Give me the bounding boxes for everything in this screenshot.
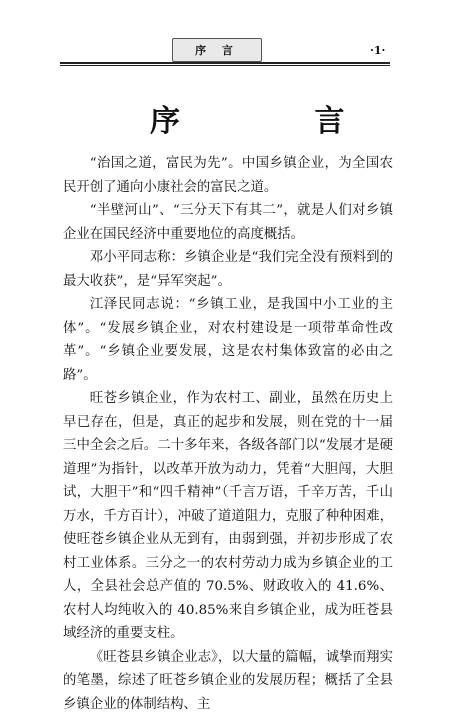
chapter-title: 序 言: [150, 96, 406, 140]
page-number: ·1·: [370, 44, 385, 57]
paragraph: 江泽民同志说：“乡镇工业，是我国中小工业的主体”。“发展乡镇企业，对农村建设是一项带革命性改革”。“乡镇企业要发展，这是农村集体致富的必由之路”。: [63, 293, 393, 387]
paragraph: 邓小平同志称：乡镇企业是“我们完全没有预料到的最大收获”，是“异军突起”。: [63, 246, 393, 293]
paragraph: 旺苍乡镇企业，作为农村工、副业，虽然在历史上早已存在，但是，真正的起步和发展，则在党的十一届三中全会之后。二十多年来，各级各部门以“发展才是硬道理”为指针，以改革开放为动力，凭着“大胆闯，大胆试，大胆干”和“四千精神”（千言万语，千辛万苦，千山万水，千方百计），冲破了道道阻力，克服了种种困难，使旺苍乡镇企业从无到有，由弱到强，并初步形成了农村工业体系。三分之一的农村劳动力成为乡镇企业的工人，全县社会总产值的 70.5%、财政收入的 41.6%、农村人均纯收入的 40.85%来自乡镇企业，成为旺苍县域经济的重要支柱。: [63, 387, 393, 646]
paragraph: “半壁河山”、“三分天下有其二”，就是人们对乡镇企业在国民经济中重要地位的高度概括。: [63, 199, 393, 246]
body-text: [63, 152, 393, 716]
paragraph: “治国之道，富民为先”。中国乡镇企业，为全国农民开创了通向小康社会的富民之道。: [63, 152, 393, 199]
header-rule-thin: [60, 65, 390, 66]
header-rule: [60, 62, 390, 64]
running-header-title: 序 言: [172, 38, 262, 62]
paragraph: 《旺苍县乡镇企业志》，以大量的篇幅，诚挚而翔实的笔墨，综述了旺苍乡镇企业的发展历程；概括了全县乡镇企业的体制结构、主: [63, 646, 393, 716]
